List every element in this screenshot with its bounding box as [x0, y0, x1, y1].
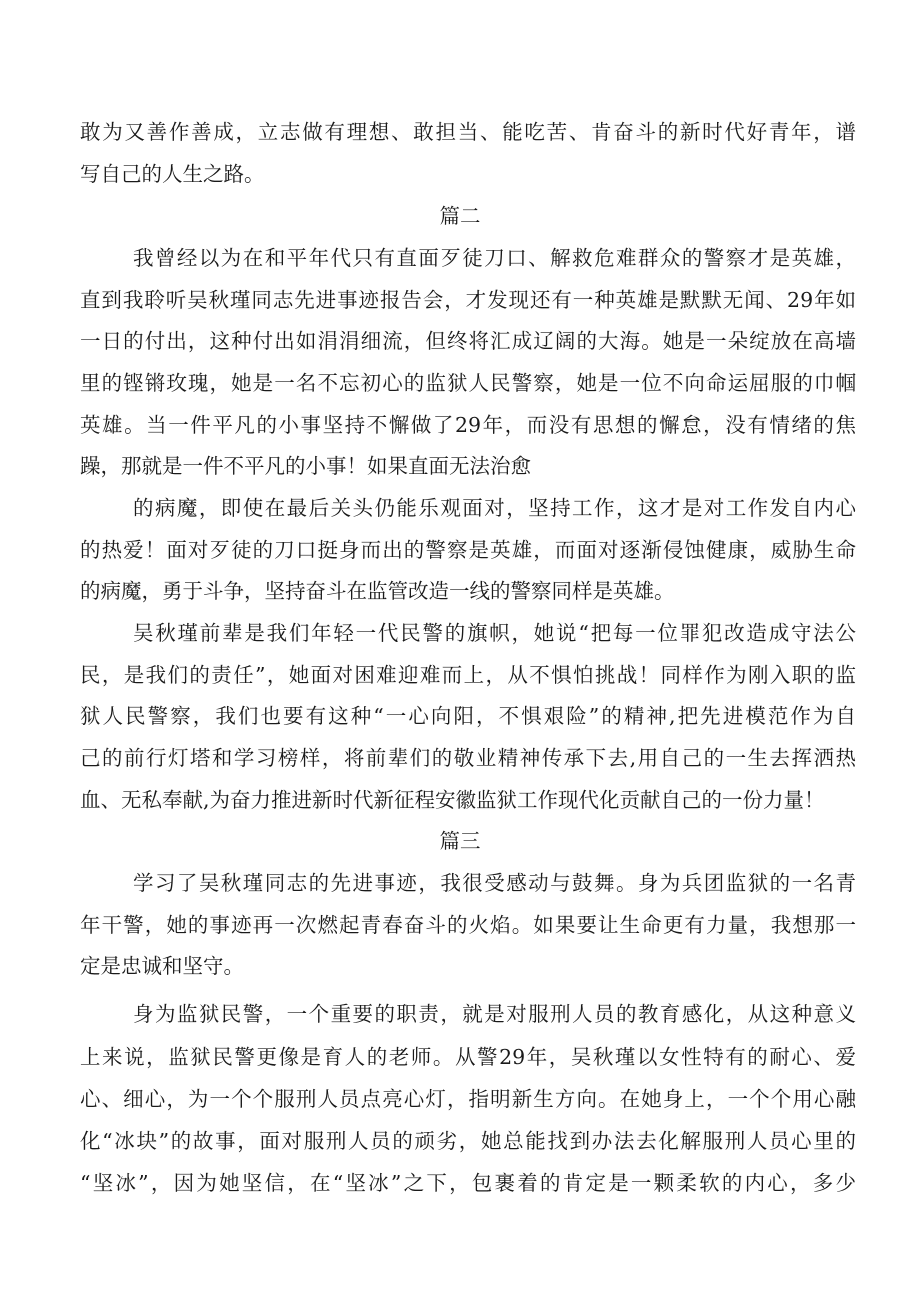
- section-heading: 篇二: [439, 204, 481, 228]
- paragraph-line: 血、无私奉献,为奋力推进新时代新征程安徽监狱工作现代化贡献自己的一份力量！: [80, 788, 825, 812]
- intro-line: 敢为又善作善成，立志做有理想、敢担当、能吃苦、肯奋斗的新时代好青年，谱: [80, 120, 856, 144]
- section-heading: 篇三: [439, 829, 481, 853]
- intro-line: 写自己的人生之路。: [80, 162, 265, 186]
- paragraph-line: 一日的付出，这种付出如涓涓细流，但终将汇成辽阔的大海。她是一朵绽放在高墙: [80, 329, 856, 353]
- paragraph-line: 直到我聆听吴秋瑾同志先进事迹报告会，才发现还有一种英雄是默默无闻、29年如: [80, 288, 856, 312]
- paragraph-line: 的病魔，勇于斗争，坚持奋斗在监管改造一线的警察同样是英雄。: [80, 579, 675, 603]
- paragraph-line: 化“冰块”的故事，面对服刑人员的顽劣，她总能找到办法去化解服刑人员心里的: [80, 1129, 856, 1153]
- paragraph-line: 民，是我们的责任”，她面对困难迎难而上，从不惧怕挑战！同样作为刚入职的监: [80, 663, 856, 687]
- paragraph-line: 的病魔，即使在最后关头仍能乐观面对，坚持工作，这才是对工作发自内心: [133, 496, 856, 520]
- paragraph-line: 我曾经以为在和平年代只有直面歹徒刀口、解救危难群众的警察才是英雄，: [133, 246, 856, 270]
- paragraph-line: 里的铿锵玫瑰，她是一名不忘初心的监狱人民警察，她是一位不向命运屈服的巾帼: [80, 371, 856, 395]
- paragraph-line: 学习了吴秋瑾同志的先进事迹，我很受感动与鼓舞。身为兵团监狱的一名青: [133, 871, 856, 895]
- paragraph-line: 英雄。当一件平凡的小事坚持不懈做了29年，而没有思想的懈怠，没有情绪的焦: [80, 413, 856, 437]
- paragraph-line: 的热爱！面对歹徒的刀口挺身而出的警察是英雄，而面对逐渐侵蚀健康，威胁生命: [80, 538, 856, 562]
- paragraph-line: 躁，那就是一件不平凡的小事！如果直面无法治愈: [80, 454, 531, 478]
- paragraph-line: 年干警，她的事迹再一次燃起青春奋斗的火焰。如果要让生命更有力量，我想那一: [80, 913, 856, 937]
- paragraph-line: 吴秋瑾前辈是我们年轻一代民警的旗帜，她说“把每一位罪犯改造成守法公: [133, 621, 856, 645]
- paragraph-line: “坚冰”，因为她坚信，在“坚冰”之下，包裹着的肯定是一颗柔软的内心，多少: [80, 1171, 856, 1195]
- paragraph-line: 身为监狱民警，一个重要的职责，就是对服刑人员的教育感化，从这种意义: [133, 1002, 856, 1026]
- paragraph-line: 定是忠诚和坚守。: [80, 954, 244, 978]
- paragraph-line: 上来说，监狱民警更像是育人的老师。从警29年，吴秋瑾以女性特有的耐心、爱: [80, 1045, 856, 1069]
- paragraph-line: 狱人民警察，我们也要有这种“一心向阳，不惧艰险”的精神,把先进模范作为自: [80, 704, 856, 728]
- paragraph-line: 己的前行灯塔和学习榜样，将前辈们的敬业精神传承下去,用自己的一生去挥洒热: [80, 746, 856, 770]
- paragraph-line: 心、细心，为一个个服刑人员点亮心灯，指明新生方向。在她身上，一个个用心融: [80, 1087, 856, 1111]
